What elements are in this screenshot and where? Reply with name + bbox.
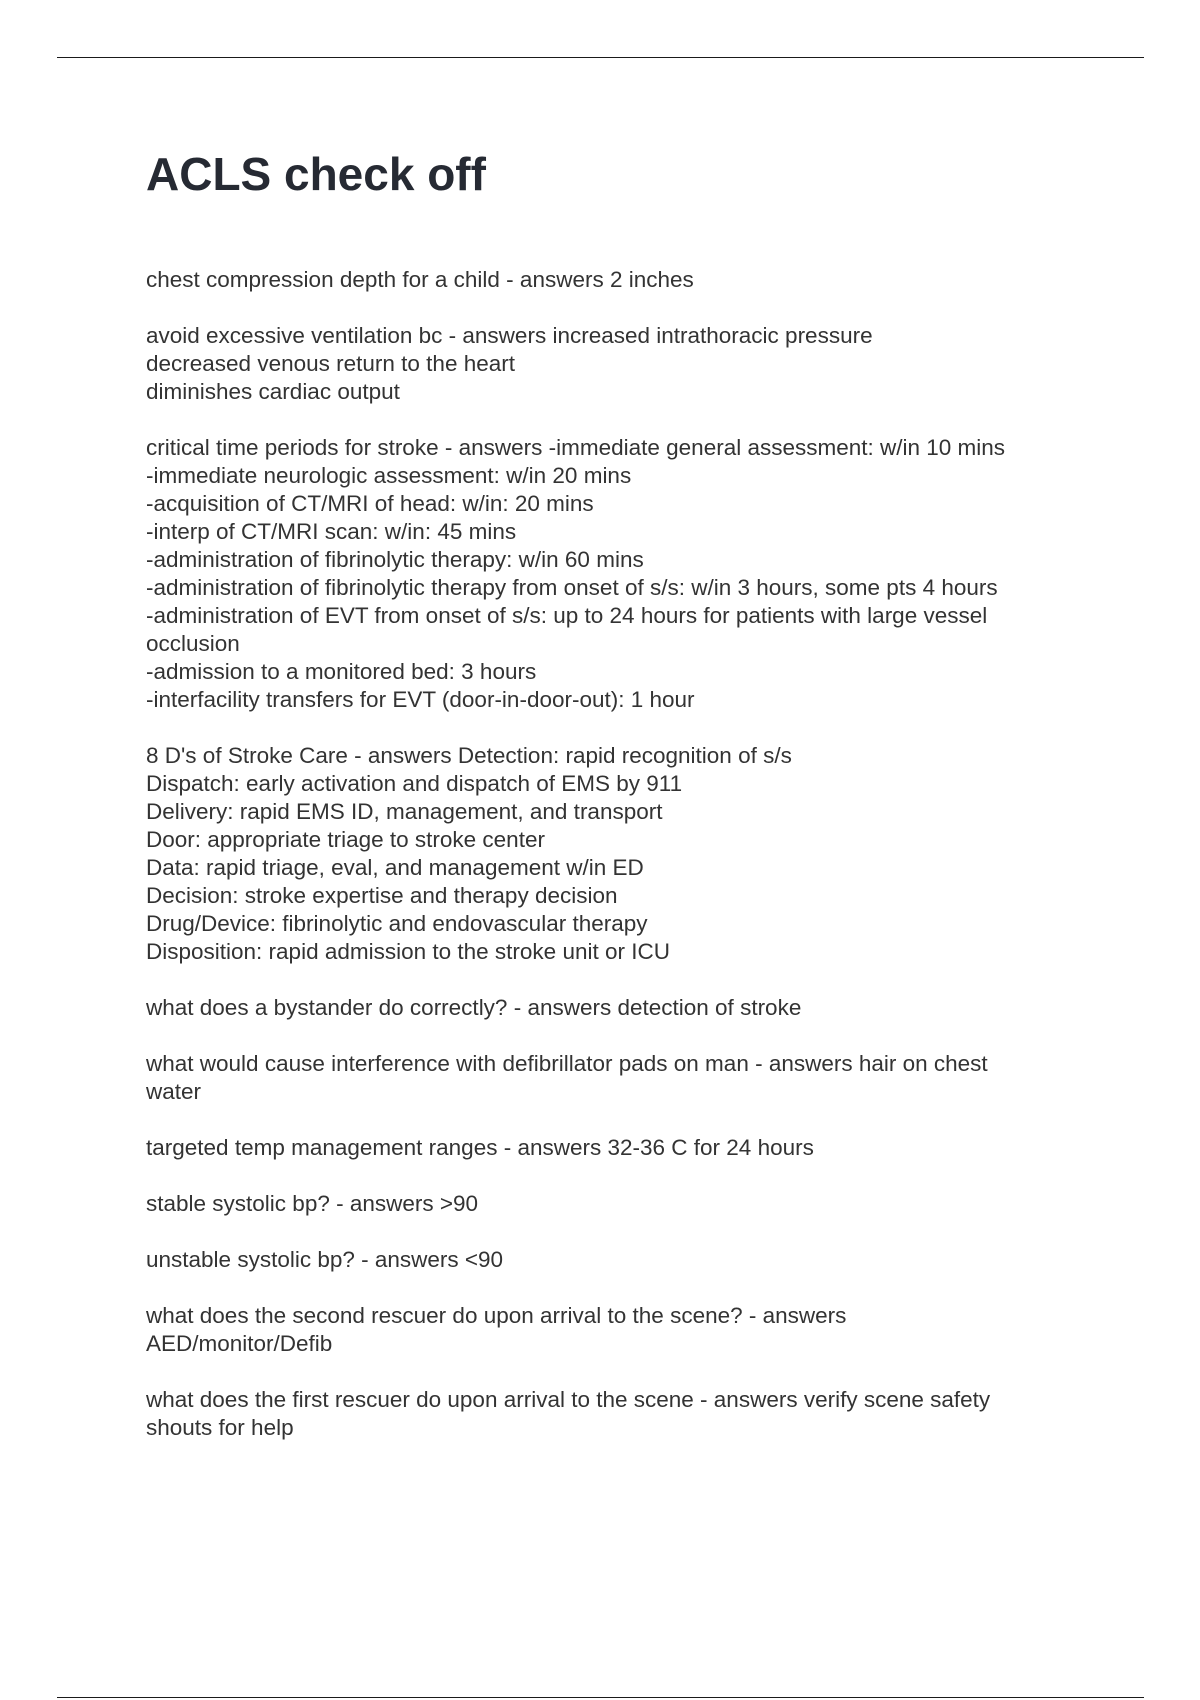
qa-entry-6: what would cause interference with defibrillator pads on man - answers hair on chest water [146,1051,988,1104]
bottom-divider [57,1697,1144,1698]
qa-entry-10: what does the second rescuer do upon arrival to the scene? - answers AED/monitor/Defib [146,1303,847,1356]
qa-entry-1: chest compression depth for a child - answers 2 inches [146,267,694,292]
top-divider [57,57,1144,58]
qa-entry-9: unstable systolic bp? - answers <90 [146,1247,504,1272]
qa-entry-4: 8 D's of Stroke Care - answers Detection: rapid recognition of s/s Dispatch: early activation and dispatch of EMS by 911 Delivery: rapid EMS ID, management, and transport Door: appropriate triage to stroke center Data: rapid triage, eval, and management w/in ED Decision: stroke expertise and therapy decision Drug/Device: fibrinolytic and endovascular therapy Disposition: rapid admission to the stroke unit or ICU [146,743,792,964]
page-title: ACLS check off [146,148,486,200]
qa-entry-8: stable systolic bp? - answers >90 [146,1191,479,1216]
qa-entry-3: critical time periods for stroke - answers -immediate general assessment: w/in 10 mins -immediate neurologic assessment: w/in 20 mins -acquisition of CT/MRI of head: w/in: 20 mins -interp of CT/MRI scan: w/in: 45 mins -administration of fibrinolytic therapy: w/in 60 mins -administration of fibrinolytic therapy from onset of s/s: w/in 3 hours, some pts 4 hours -administration of EVT from onset of s/s: up to 24 hours for patients with large vessel occlusion -admission to a monitored bed: 3 hours -interfacility transfers for EVT (door-in-door-out): 1 hour [146,435,1006,712]
qa-entry-2: avoid excessive ventilation bc - answers increased intrathoracic pressure decreased venous return to the heart diminishes cardiac output [146,323,873,404]
qa-entry-7: targeted temp management ranges - answers 32-36 C for 24 hours [146,1135,814,1160]
qa-entry-11: what does the first rescuer do upon arrival to the scene - answers verify scene safety shouts for help [146,1387,991,1440]
document-body [146,140,1086,1470]
qa-entry-5: what does a bystander do correctly? - answers detection of stroke [146,995,802,1020]
